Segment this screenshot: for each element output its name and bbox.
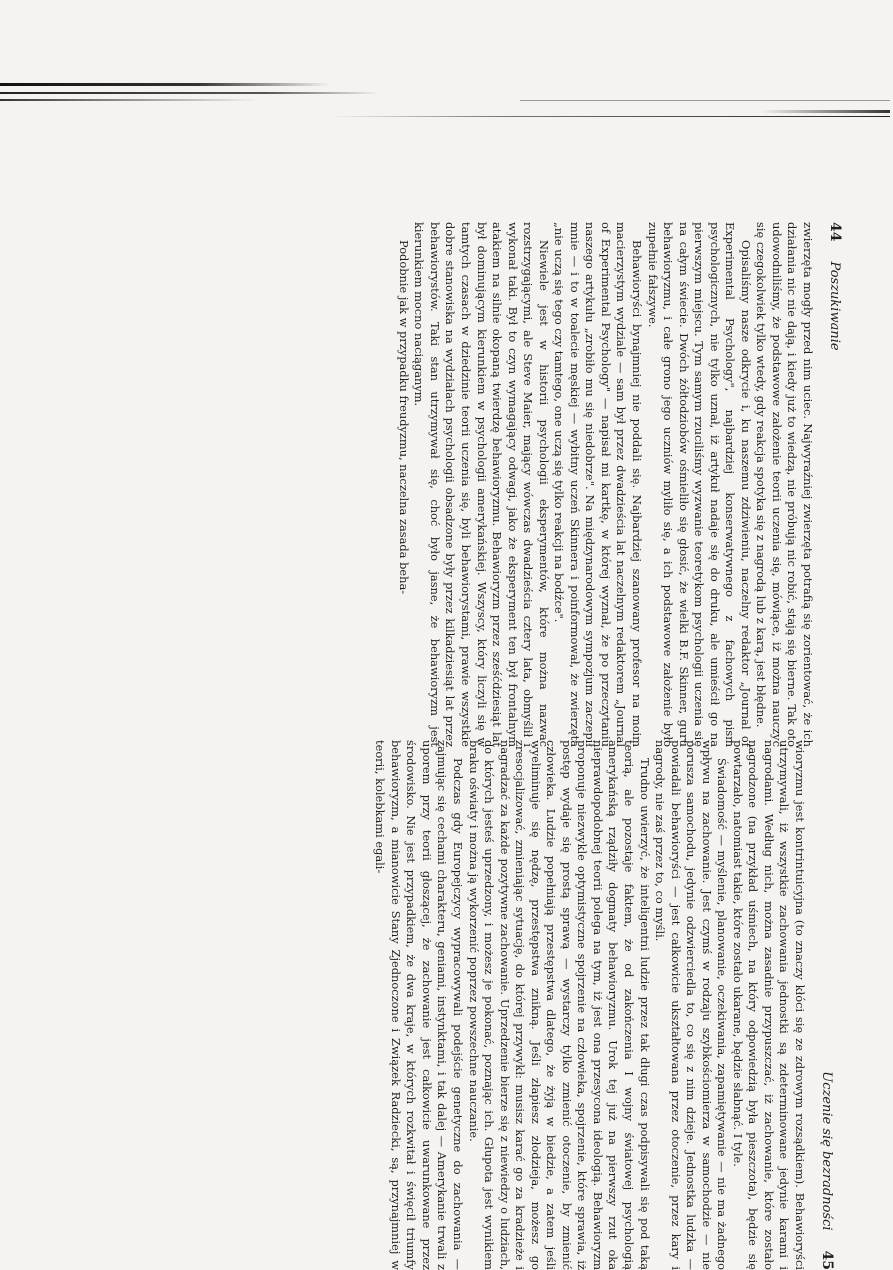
paragraph: Podczas gdy Europejczycy wypracowywali podejście genetyczne do zachowania — zajmując się cechami charakteru, geniami, instynktami, i tak dalej — Amerykanie trwali z uporem przy teorii głoszącej, że zachowanie jest całkowicie uwarunkowane przez środowisko. Nie jest przypadkiem, że dwa kraje, w których rozkwitał i święcił triumfy behawioryzm, a mianowicie Stany Zjednoczone i Związek Radziecki, są, przynajmniej w teorii, kolebkami egali- <box>373 740 465 1270</box>
scan-streak <box>330 116 890 117</box>
right-page <box>372 740 835 1270</box>
page-body <box>395 222 815 747</box>
paragraph: Świadomość — myślenie, planowanie, oczekiwania, zapamiętywanie — nie ma żadnego wpływu na zachowanie. Jest czymś w rodzaju szybkościomierza w samochodzie — nie porusza samochodu, jedynie odzwierciedla to, co się z nim dzieje. Jednostka ludzka — powiadali behawioryści — jest całkowicie ukształtowana przez otoczenie, przez kary i nagrody, nie zaś przez to, co myśli. <box>653 740 730 1270</box>
paragraph: wioryzmu jest kontrintuicyjna (to znaczy kłóci się ze zdrowym rozsądkiem). Behawioryści utrzymywali, iż wszystkie zachowania jednostki są zdeterminowane jedynie karami i nagrodami. Według nich, można zasadnie przypuszczać, iż zachowanie, które zostało nagrodzone (na przykład uśmiech, na który odpowiedzią była pieszczota), będzie się powtarzało, natomiast takie, które zostało ukarane, będzie słabnąć. I tyle. <box>730 740 807 1270</box>
paragraph: zwierzęta mogły przed nim uciec. Najwyraźniej zwierzęta potrafią się zorientować, że ich działania nic nie dają, i kiedy już to wiedzą, nie próbują nic robić, stają się bierne. Tak oto udowodniliśmy, że podstawowe założenie teorii uczenia się, mówiące, iż można nauczyć się czegokolwiek tylko wtedy, gdy reakcja spotyka się z nagrodą lub z karą, jest błędne. <box>754 222 815 747</box>
scan-streak <box>0 92 380 94</box>
page-number: 44 <box>827 222 843 242</box>
paragraph: Opisaliśmy nasze odkrycie i, ku naszemu zdziwieniu, naczelny redaktor „Journal of Experimental Psychology", najbardziej konserwatywnego z fachowych pism psychologicznych, nie tylko uznał, iż artykuł nadaje się do druku, ale umieścił go na pierwszym miejscu. Tym samym rzuciliśmy wyzwanie teoretykom psychologii uczenia się na całym świecie. Dwóch żółtodziobów ośmieliło się głosić, że wielki B.F. Skinner, guru behawioryzmu, i całe grono jego uczniów myliło się, a ich podstawowe założenie było zupełnie fałszywe. <box>645 222 753 747</box>
page-body <box>372 740 807 1270</box>
paragraph: Podobnie jak w przypadku freudyzmu, naczelna zasada beha- <box>396 240 411 595</box>
scan-streak <box>520 100 890 101</box>
scan-streak <box>0 83 330 86</box>
running-head <box>817 740 835 1270</box>
scan-streak <box>760 110 890 113</box>
scan-streak <box>0 99 260 101</box>
running-head-title: Poszukiwanie <box>827 261 842 351</box>
paragraph: Niewiele jest w historii psychologii eksperymentów, które można nazwać rozstrzygającymi, ale Steve Maier, mający wówczas dwadzieścia cztery lata, obmyślił i wykonał taki. Był to czyn wymagający odwagi, jako że eksperyment ten był frontalnym atakiem na silnie okopaną twierdzę behawioryzmu. Behawioryzm przez sześćdziesiąt lat był dominującym kierunkiem w psychologii amerykańskiej. Wszyscy, który liczyli się w tamtych czasach w dziedzinie teorii uczenia się, byli behawiorystami, prawie wszystkie dobre stanowiska na wydziałach psychologii obsadzone były przez kilkadziesiąt lat przez behawiorystów. Taki stan utrzymywał się, choć było jasne, że behawioryzm jest kierunkiem mocno naciąganym. <box>412 222 551 747</box>
paragraph: Trudno uwierzyć, że inteligentni ludzie przez tak długi czas podpisywali się pod taką teorią, ale pozostaje faktem, że od zakończenia I wojny światowej psychologią amerykańską rządziły dogmaty behawioryzmu. Urok tej już na pierwszy rzut oka nieprawdopodobnej teorii polega na tym, iż jest ona przesycona ideologią. Behawioryzm proponuje niezwykle optymistyczne spojrzenie na człowieka, spojrzenie, które sprawia, iż postęp wydaje się prostą sprawą — wystarczy tylko zmienić otoczenie, by zmienić człowieka. Ludzie popełniają przestępstwa dlatego, że żyją w biedzie, a zatem jeśli wyeliminuje się nędzę, przestępstwa znikną. Jeśli złapiesz złodzieja, możesz go zresocjalizować, zmieniając sytuację, do której przywykł: musisz karać go za kradzieże i nagradzać za każde pozytywne zachowanie. Uprzedzenie bierze się z niewiedzy o ludziach, do których jesteś uprzedzony, i możesz je pokonać, poznając ich. Głupota jest wynikiem braku oświaty i można ją wykorzenić poprzez powszechne nauczanie. <box>466 740 652 1270</box>
running-head-title: Uczenie się bezradności <box>819 1071 834 1231</box>
page-number: 45 <box>819 1250 835 1270</box>
running-head <box>825 222 843 747</box>
left-page <box>395 222 843 747</box>
paragraph: Behawioryści bynajmniej nie poddali się. Najbardziej szanowany profesor na moim macierzystym wydziale — sam był przez dwadzieścia lat naczelnym redaktorem „Journal of Experimental Psychology" — napisał mi kartkę, w której wyznał, że po przeczytaniu naszego artykułu „zrobiło mu się niedobrze". Na międzynarodowym sympozjum zaczepił mnie — i to w toalecie męskiej — wybitny uczeń Skinnera i poinformował, że zwierzęta „nie uczą się tego czy tamtego, one uczą się tylko reakcji na bodźce". <box>552 222 644 747</box>
